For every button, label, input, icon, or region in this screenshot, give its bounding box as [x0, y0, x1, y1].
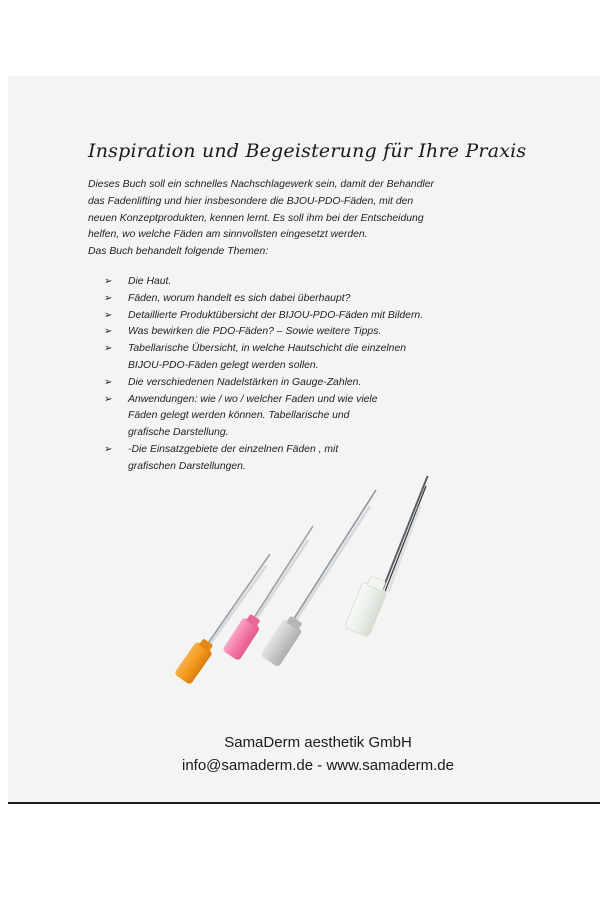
grey-needle-icon [260, 490, 376, 667]
list-item [104, 324, 484, 341]
intro-line: das Fadenlifting und hier insbesondere die BJOU-PDO-Fäden, mit den [88, 195, 414, 207]
intro-line: helfen, wo welche Fäden am sinnvollsten eingesetzt werden. [88, 229, 368, 241]
arrow-bullet-icon: ➢ [104, 343, 113, 355]
arrow-bullet-icon: ➢ [104, 276, 113, 287]
list-item [104, 392, 484, 442]
arrow-bullet-icon: ➢ [104, 376, 113, 388]
pink-needle-icon [222, 526, 313, 661]
document-page [8, 76, 600, 804]
arrow-bullet-icon: ➢ [104, 326, 113, 338]
arrow-bullet-icon: ➢ [104, 443, 113, 455]
topics-list [104, 274, 484, 476]
list-item [104, 291, 484, 308]
intro-line: Dieses Buch soll ein schnelles Nachschlagewerk sein, damit der Behandler [88, 179, 434, 190]
contact-line: info@samaderm.de - www.samaderm.de [182, 757, 454, 774]
arrow-bullet-icon: ➢ [104, 292, 113, 304]
page-title: Inspiration und Begeisterung für Ihre Praxis [88, 140, 527, 162]
pdo-threads-image [158, 476, 448, 706]
list-item [104, 341, 484, 375]
intro-paragraph [88, 177, 488, 261]
list-item-text: Die Haut. [128, 276, 172, 287]
list-item-text: Anwendungen: wie / wo / welcher Faden und wie viele Fäden gelegt werden können. Tabellarische und grafische Darstellung. [128, 393, 378, 439]
list-item [104, 274, 484, 291]
list-item-text: Tabellarische Übersicht, in welche Hautschicht die einzelnen BIJOU-PDO-Fäden gelegt werden sollen. [128, 343, 407, 371]
list-item [104, 308, 484, 325]
list-item-text: Was bewirken die PDO-Fäden? – Sowie weitere Tipps. [128, 326, 382, 338]
list-item-text: Fäden, worum handelt es sich dabei überhaupt? [128, 292, 351, 304]
list-item [104, 442, 484, 476]
list-item-text: Detaillierte Produktübersicht der BIJOU-PDO-Fäden mit Bildern. [128, 309, 424, 321]
company-name: SamaDerm aesthetik GmbH [224, 734, 412, 751]
page-divider [8, 802, 600, 804]
clear-needle-icon [344, 476, 430, 637]
arrow-bullet-icon: ➢ [104, 393, 113, 405]
arrow-bullet-icon: ➢ [104, 309, 113, 321]
list-item-text: -Die Einsatzgebiete der einzelnen Fäden , mit grafischen Darstellungen. [128, 443, 339, 472]
intro-line: neuen Konzeptprodukten, kennen lernt. Es soll ihm bei der Entscheidung [88, 212, 424, 224]
list-item-text: Die verschiedenen Nadelstärken in Gauge-Zahlen. [128, 376, 362, 388]
list-item [104, 375, 484, 392]
intro-line: Das Buch behandelt folgende Themen: [88, 246, 269, 258]
